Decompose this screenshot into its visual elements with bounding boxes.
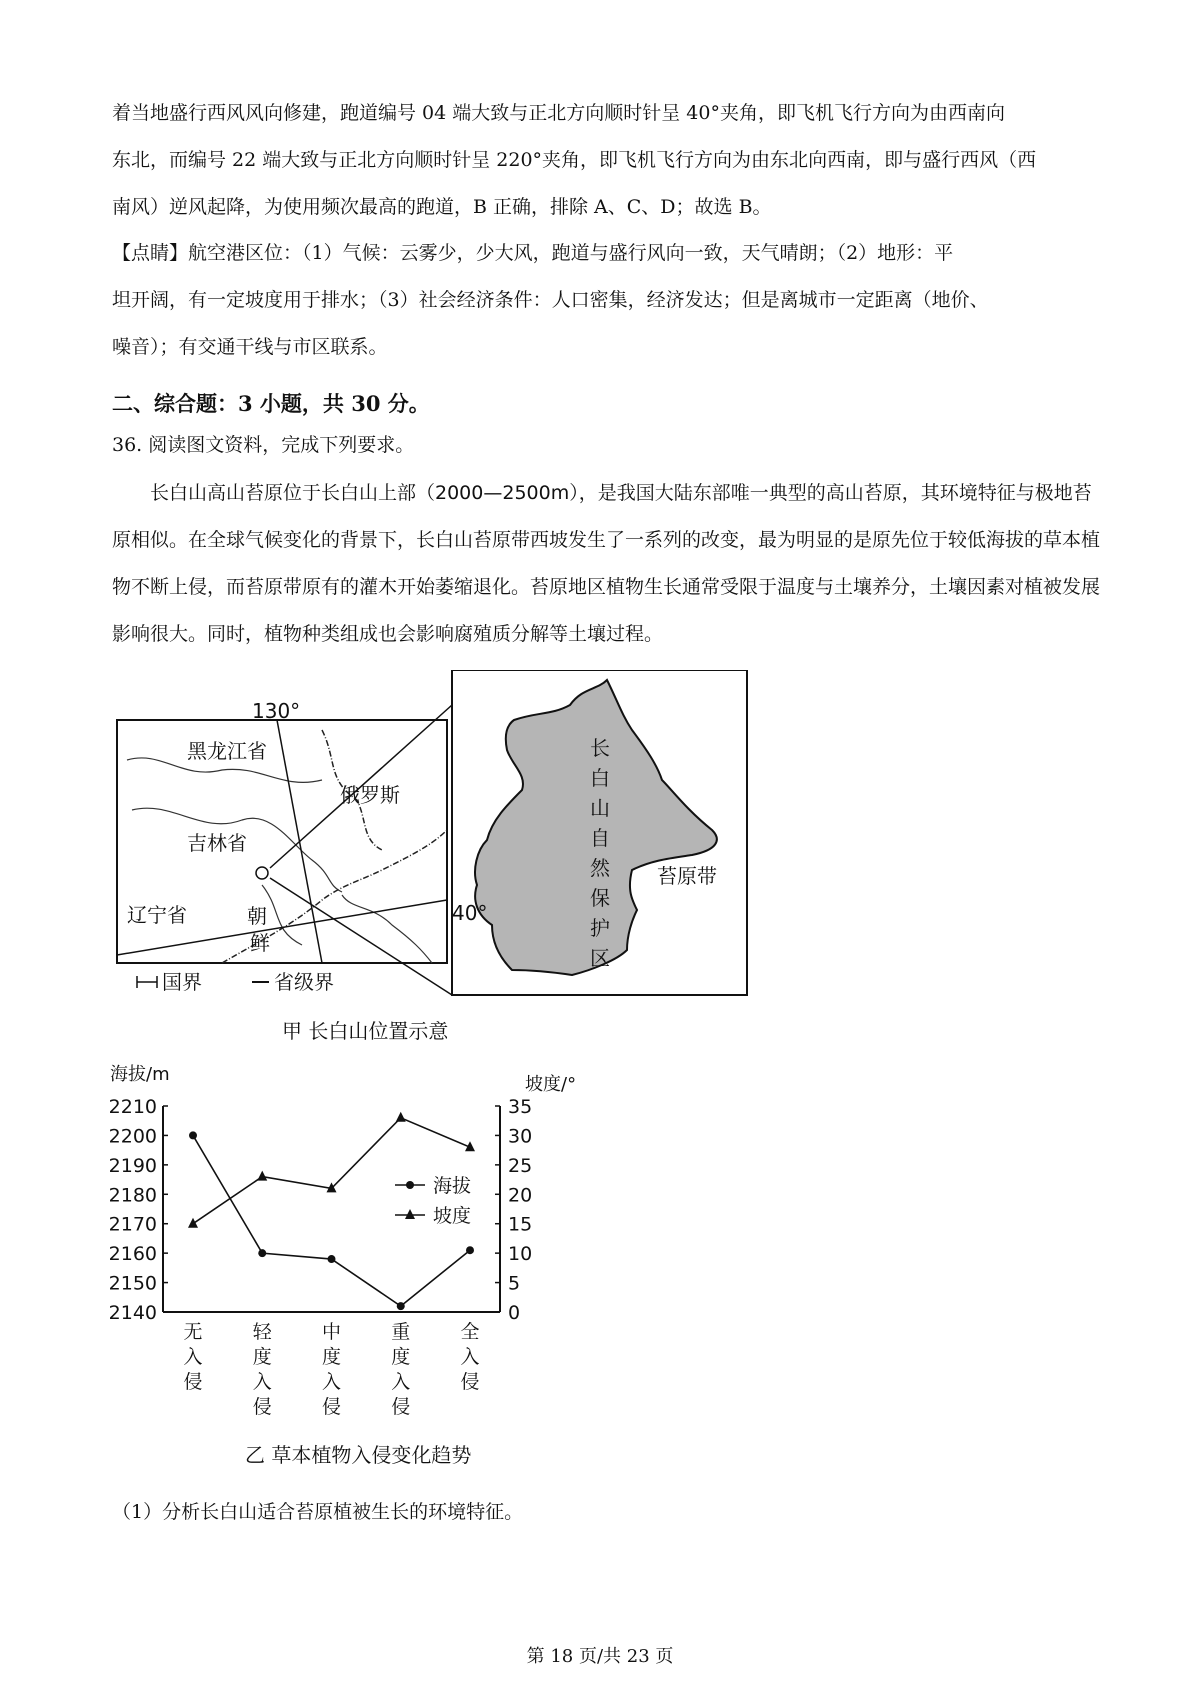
legend-marker-slope <box>405 1209 415 1219</box>
y-left-tick-label: 2190 <box>108 1154 157 1177</box>
tip-line: 噪音）；有交通干线与市区联系。 <box>112 336 388 358</box>
y-left-tick-label: 2160 <box>108 1243 157 1266</box>
legend-national: 国界 <box>162 970 202 994</box>
svg-text:自: 自 <box>590 826 610 850</box>
x-tick-label: 侵 <box>183 1371 203 1393</box>
data-point-altitude <box>258 1249 266 1257</box>
legend-provincial: 省级界 <box>274 970 334 994</box>
region-label: 黑龙江省 <box>187 739 267 763</box>
x-tick-label: 轻 <box>252 1321 272 1343</box>
data-point-slope <box>188 1218 198 1228</box>
region-label: 吉林省 <box>187 831 247 855</box>
x-tick-label: 侵 <box>460 1371 480 1393</box>
x-tick-label: 侵 <box>321 1396 342 1418</box>
answer-line: 着当地盛行西风风向修建，跑道编号 04 端大致与正北方向顺时针呈 40°夹角，即飞机飞行方向为由西南向 <box>112 102 1005 124</box>
x-tick-label: 入 <box>321 1371 342 1393</box>
tip-line: 【点睛】航空港区位：（1）气候：云雾少，少大风，跑道与盛行风向一致，天气晴朗；（2）地形：平 <box>112 242 954 264</box>
x-tick-label: 度 <box>391 1346 411 1368</box>
legend-label: 海拔 <box>433 1175 472 1197</box>
question-number: 36. 阅读图文资料，完成下列要求。 <box>112 434 415 456</box>
x-tick-label: 入 <box>252 1371 272 1393</box>
svg-text:然: 然 <box>590 856 610 880</box>
y-right-tick-label: 25 <box>508 1154 533 1177</box>
y-left-tick-label: 2210 <box>108 1096 157 1118</box>
y-right-tick-label: 0 <box>508 1302 521 1324</box>
changbai-location-marker <box>256 867 268 879</box>
tip-line: 坦开阔，有一定坡度用于排水；（3）社会经济条件：人口密集，经济发达；但是离城市一定距离（地价、 <box>112 289 989 311</box>
location-map <box>112 670 752 1045</box>
chart-title: 乙 草本植物入侵变化趋势 <box>245 1443 472 1467</box>
legend-label: 坡度 <box>433 1205 472 1227</box>
y-left-tick-label: 2150 <box>108 1272 157 1295</box>
map-caption: 甲 长白山位置示意 <box>282 1019 449 1043</box>
data-point-slope <box>396 1112 406 1122</box>
svg-text:保: 保 <box>590 886 610 910</box>
y-right-tick-label: 10 <box>508 1243 533 1266</box>
svg-text:护: 护 <box>590 916 610 940</box>
data-point-altitude <box>189 1131 197 1139</box>
data-point-slope <box>257 1171 267 1181</box>
y-left-axis-label: 海拔/m <box>110 1064 170 1085</box>
data-point-altitude <box>328 1255 336 1263</box>
y-right-tick-label: 5 <box>508 1272 521 1295</box>
x-tick-label: 重 <box>391 1321 411 1343</box>
y-right-tick-label: 35 <box>508 1096 533 1118</box>
page-footer: 第 18 页/共 23 页 <box>526 1646 674 1667</box>
region-label: 俄罗斯 <box>340 783 400 807</box>
x-tick-label: 入 <box>183 1346 203 1368</box>
tip-paragraph <box>112 230 1102 371</box>
series-line-slope <box>193 1118 470 1224</box>
data-point-altitude <box>397 1302 405 1310</box>
y-right-axis-label: 坡度/° <box>525 1074 577 1095</box>
x-tick-label: 度 <box>321 1346 342 1368</box>
section-heading: 二、综合题：3 小题，共 30 分。 <box>112 391 430 416</box>
legend-marker-altitude <box>406 1181 414 1189</box>
x-tick-label: 入 <box>391 1371 411 1393</box>
x-tick-label: 全 <box>460 1321 480 1343</box>
latitude-label: 40° <box>452 901 488 925</box>
y-left-tick-label: 2170 <box>108 1213 157 1236</box>
x-tick-label: 入 <box>460 1346 480 1368</box>
answer-line: 南风）逆风起降，为使用频次最高的跑道，B 正确，排除 A、C、D；故选 B。 <box>112 196 772 218</box>
longitude-label: 130° <box>252 699 301 723</box>
x-tick-label: 侵 <box>391 1396 411 1418</box>
x-tick-label: 度 <box>252 1346 272 1368</box>
y-left-tick-label: 2180 <box>108 1184 157 1207</box>
series-line-altitude <box>193 1135 470 1306</box>
answer-paragraph <box>112 90 1102 231</box>
answer-line: 东北，而编号 22 端大致与正北方向顺时针呈 220°夹角，即飞机飞行方向为由东北向西南，即与盛行西风（西 <box>112 149 1037 171</box>
y-left-tick-label: 2200 <box>108 1125 157 1148</box>
svg-text:长: 长 <box>590 736 610 760</box>
tundra-label: 苔原带 <box>657 864 717 888</box>
y-left-tick-label: 2140 <box>108 1302 157 1324</box>
region-label: 朝 <box>247 904 267 928</box>
invasion-trend-chart <box>105 1060 605 1470</box>
x-tick-label: 中 <box>321 1321 342 1343</box>
y-right-tick-label: 30 <box>508 1125 533 1148</box>
region-label: 辽宁省 <box>127 903 187 927</box>
data-point-altitude <box>466 1246 474 1254</box>
question-material: 长白山高山苔原位于长白山上部（2000—2500m），是我国大陆东部唯一典型的高山苔原，其环境特征与极地苔原相似。在全球气候变化的背景下，长白山苔原带西坡发生了一系列的改变，最为明显的是原先位于较低海拔的草本植物不断上侵，而苔原带原有的灌木开始萎缩退化。苔原地区植物生长通常受限于温度与土壤养分，土壤因素对植被发展影响很大。同时，植物种类组成也会影响腐殖质分解等土壤过程。 <box>112 482 1101 645</box>
svg-text:白: 白 <box>590 766 610 790</box>
x-tick-label: 无 <box>183 1321 203 1343</box>
y-right-tick-label: 15 <box>508 1213 533 1236</box>
region-label: 鲜 <box>250 931 270 955</box>
y-right-tick-label: 20 <box>508 1184 533 1207</box>
sub-question-1: （1）分析长白山适合苔原植被生长的环境特征。 <box>112 1501 524 1523</box>
svg-text:山: 山 <box>590 796 610 820</box>
svg-text:区: 区 <box>590 946 610 970</box>
x-tick-label: 侵 <box>252 1396 272 1418</box>
